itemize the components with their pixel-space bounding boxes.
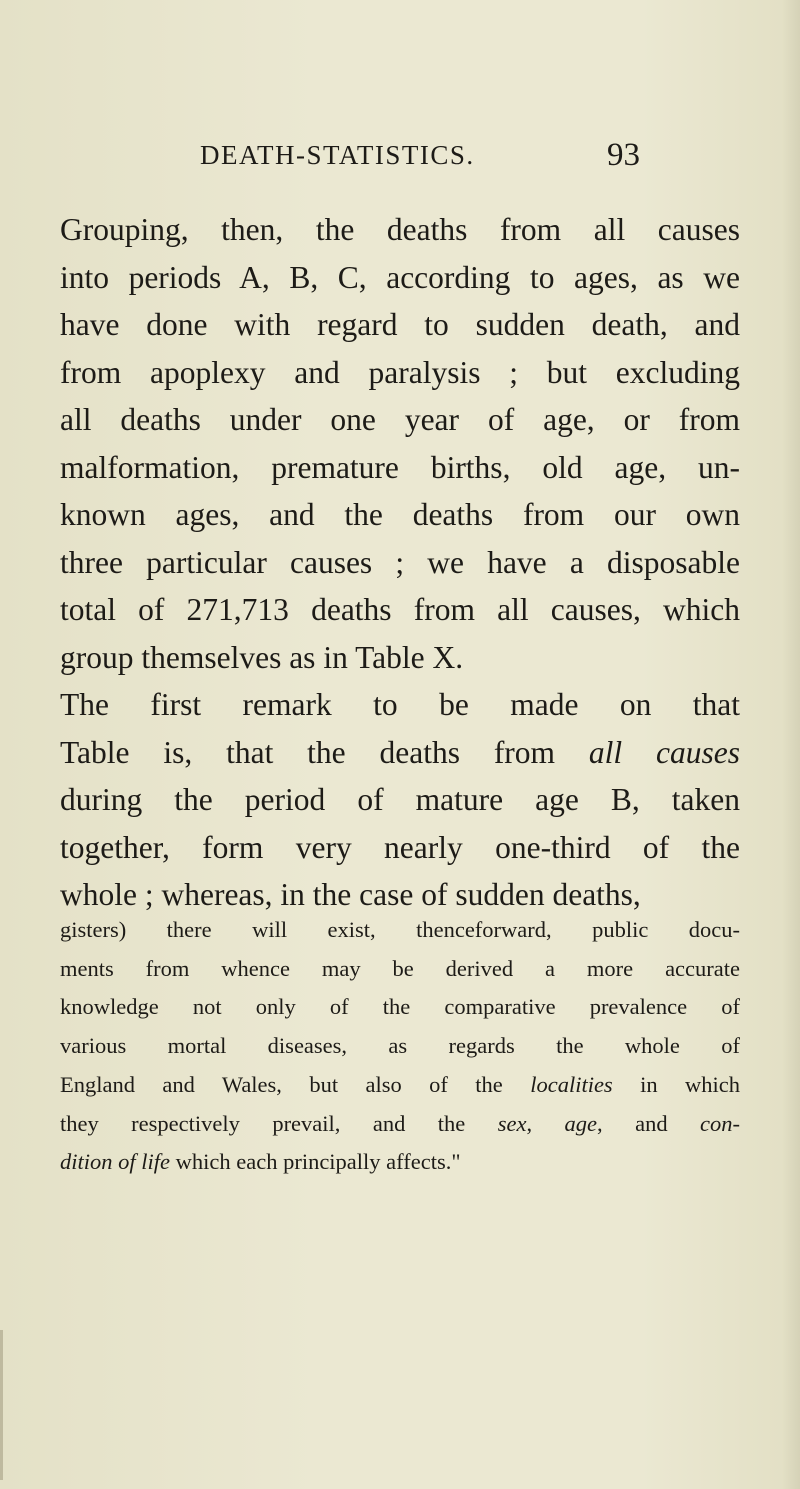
body-line-indented	[60, 681, 740, 729]
body-line	[60, 729, 740, 777]
body-line: together, form very nearly one-third of the	[60, 829, 740, 865]
emphasis-condition: con-	[700, 1110, 741, 1136]
footnote-text: ,	[526, 1110, 533, 1136]
emphasis-sex: sex	[497, 1110, 527, 1136]
footnote	[60, 911, 740, 1182]
emphasis-condition-of-life: dition of life	[60, 1149, 170, 1175]
body-line-text: The first remark to be made on that	[60, 687, 740, 722]
body-line: during the period of mature age B, taken	[60, 782, 740, 817]
footnote-line: various mortal diseases, as regards the whole of	[60, 1033, 740, 1059]
body-line: into periods A, B, C, according to ages, as we	[60, 259, 740, 295]
page-gutter-mark	[0, 1330, 3, 1480]
footnote-line: ments from whence may be derived a more accurate	[60, 955, 740, 981]
emphasis-age: age	[564, 1110, 598, 1136]
body-line: malformation, premature births, old age, un-	[60, 449, 740, 485]
body-line-text: Table is, that the deaths from	[60, 734, 556, 770]
emphasis-all-causes: all causes	[588, 734, 741, 770]
footnote-text: England and Wales, but also of the	[60, 1071, 503, 1097]
body-line: whole ; whereas, in the case of sudden deaths,	[60, 877, 641, 912]
body-line: all deaths under one year of age, or from	[60, 402, 740, 437]
footnote-line: gisters) there will exist, thenceforward, public docu-	[60, 917, 740, 942]
page-edge-shadow	[782, 0, 800, 1489]
body-line: have done with regard to sudden death, and	[60, 307, 740, 342]
body-line: three particular causes ; we have a disposable	[60, 544, 740, 580]
footnote-line	[60, 1105, 740, 1144]
emphasis-localities: localities	[530, 1071, 613, 1097]
page-header	[180, 137, 640, 180]
page-number: 93	[607, 137, 640, 173]
footnote-line: knowledge not only of the comparative prevalence of	[60, 994, 740, 1020]
footnote-text: in which	[640, 1071, 741, 1097]
body-line: from apoplexy and paralysis ; but excluding	[60, 354, 740, 390]
footnote-text: , and	[597, 1110, 668, 1136]
running-head: DEATH-STATISTICS.	[200, 140, 475, 170]
body-line: total of 271,713 deaths from all causes, which	[60, 592, 740, 627]
body-line: Grouping, then, the deaths from all causes	[60, 212, 740, 247]
footnote-line	[60, 1143, 740, 1182]
main-paragraphs	[60, 206, 740, 919]
footnote-text: which each principally affects."	[175, 1149, 461, 1175]
body-line: known ages, and the deaths from our own	[60, 497, 740, 532]
footnote-text: they respectively prevail, and the	[60, 1110, 466, 1136]
footnote-line	[60, 1066, 740, 1105]
body-line: group themselves as in Table X.	[60, 639, 464, 675]
